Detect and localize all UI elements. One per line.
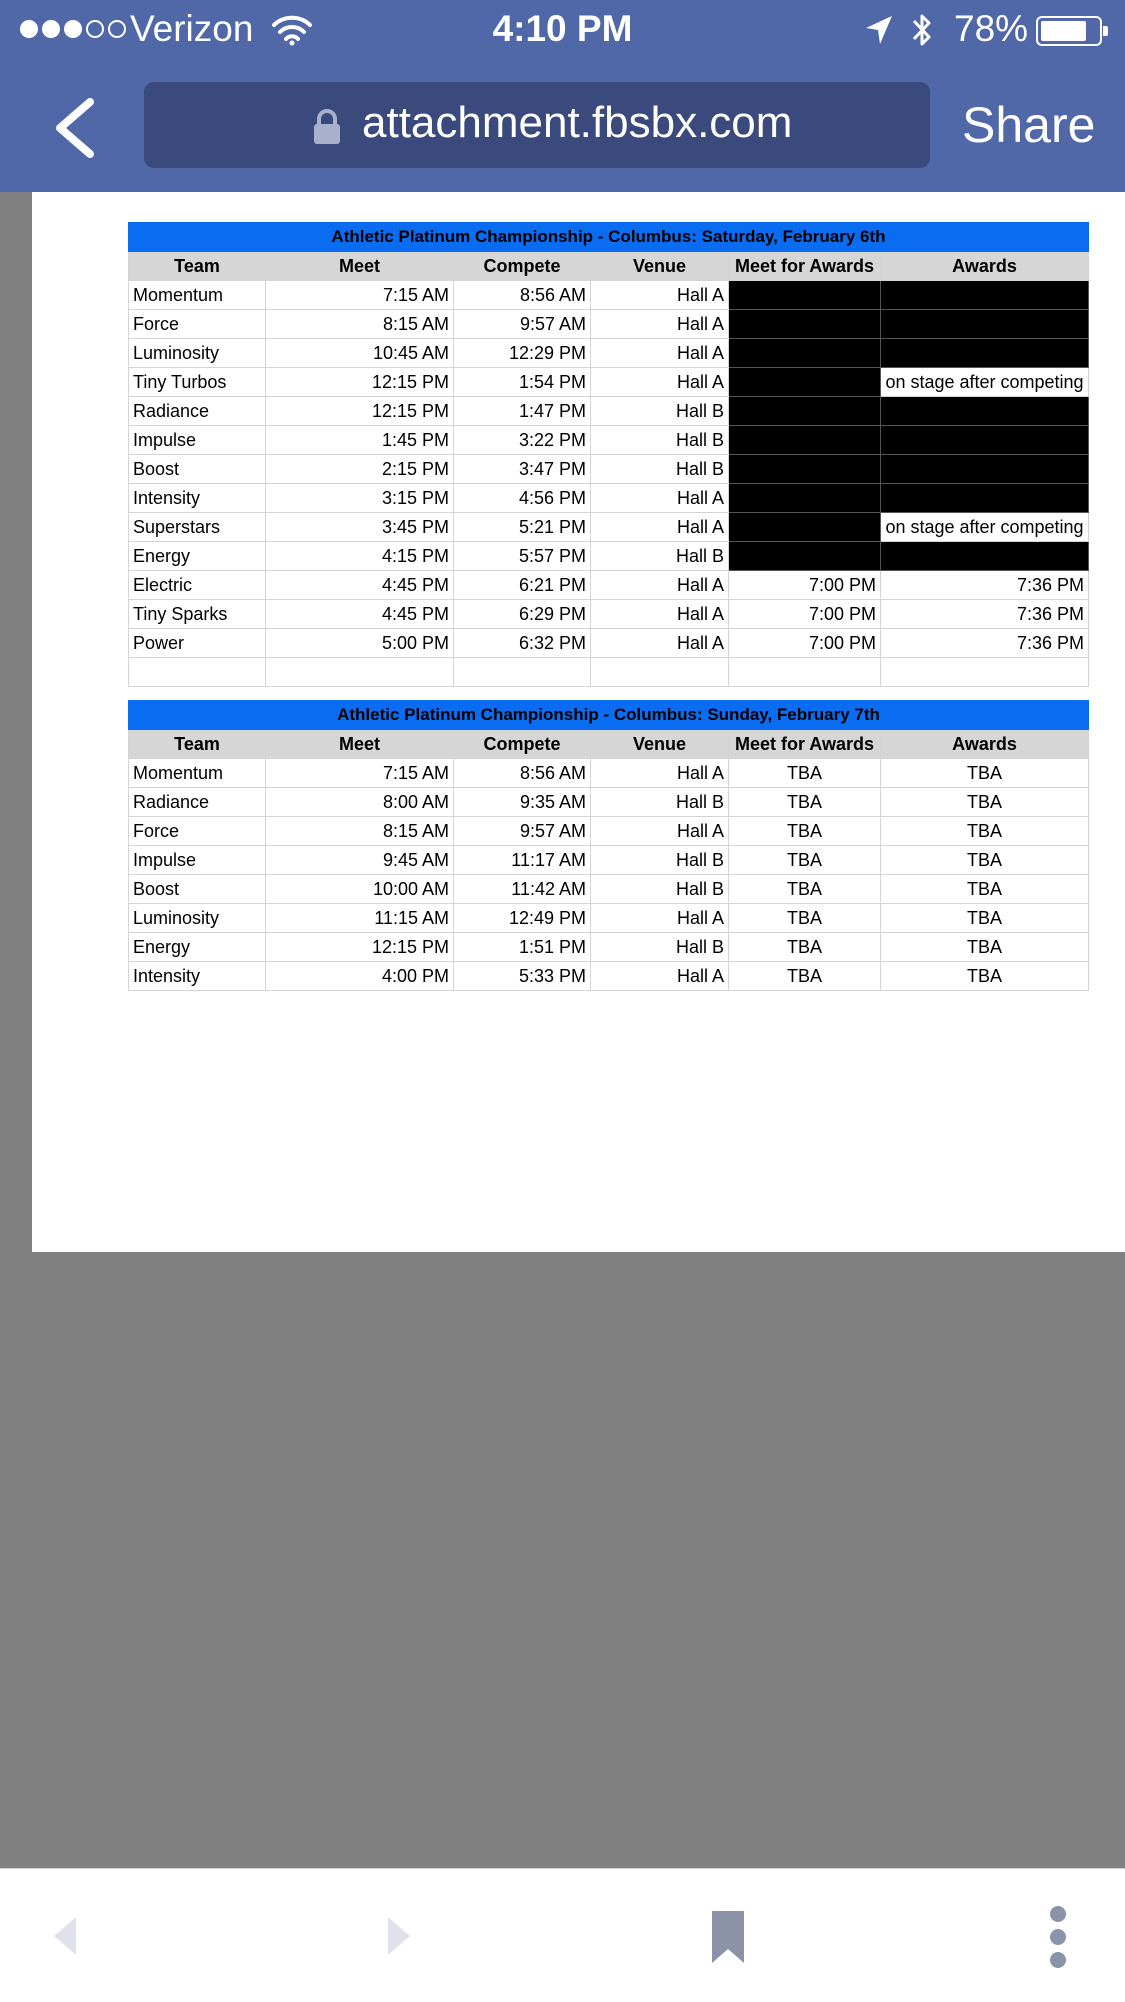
venue-cell: Hall A bbox=[591, 600, 729, 629]
meet-cell: 3:45 PM bbox=[266, 513, 454, 542]
team-cell: Energy bbox=[129, 542, 266, 571]
status-time: 4:10 PM bbox=[492, 8, 633, 49]
back-arrow-icon[interactable] bbox=[52, 1915, 78, 1957]
meet-for-awards-cell bbox=[729, 339, 881, 368]
meet-for-awards-cell bbox=[729, 484, 881, 513]
awards-cell bbox=[881, 397, 1089, 426]
meet-for-awards-cell bbox=[729, 368, 881, 397]
awards-cell: 7:36 PM bbox=[881, 600, 1089, 629]
table-row bbox=[129, 759, 1089, 788]
venue-cell: Hall A bbox=[591, 904, 729, 933]
top-bar bbox=[0, 0, 1125, 192]
awards-cell bbox=[881, 426, 1089, 455]
meet-for-awards-cell: TBA bbox=[729, 846, 881, 875]
team-cell: Tiny Turbos bbox=[129, 368, 266, 397]
venue-cell: Hall A bbox=[591, 513, 729, 542]
venue-cell: Hall B bbox=[591, 933, 729, 962]
bottom-toolbar bbox=[0, 1868, 1125, 2002]
table-row bbox=[129, 368, 1089, 397]
venue-cell: Hall B bbox=[591, 455, 729, 484]
sunday-schedule-table bbox=[128, 700, 1089, 991]
team-cell: Electric bbox=[129, 571, 266, 600]
meet-for-awards-cell: TBA bbox=[729, 962, 881, 991]
venue-cell: Hall A bbox=[591, 962, 729, 991]
team-cell: Luminosity bbox=[129, 339, 266, 368]
compete-cell: 1:54 PM bbox=[454, 368, 591, 397]
meet-for-awards-cell: TBA bbox=[729, 904, 881, 933]
column-header: Meet for Awards bbox=[729, 252, 881, 281]
column-header: Compete bbox=[454, 730, 591, 759]
team-cell: Force bbox=[129, 310, 266, 339]
awards-cell bbox=[881, 484, 1089, 513]
meet-for-awards-cell: TBA bbox=[729, 788, 881, 817]
column-header: Team bbox=[129, 730, 266, 759]
awards-cell: on stage after competing bbox=[881, 368, 1089, 397]
meet-cell: 5:00 PM bbox=[266, 629, 454, 658]
table-title-row bbox=[129, 223, 1089, 252]
team-cell: Intensity bbox=[129, 484, 266, 513]
carrier-name: Verizon bbox=[130, 8, 254, 49]
meet-cell: 4:45 PM bbox=[266, 600, 454, 629]
column-header: Awards bbox=[881, 252, 1089, 281]
column-header: Venue bbox=[591, 730, 729, 759]
meet-for-awards-cell bbox=[729, 310, 881, 339]
header-row bbox=[129, 252, 1089, 281]
battery-percent: 78% bbox=[954, 8, 1029, 49]
venue-cell: Hall A bbox=[591, 817, 729, 846]
table-row bbox=[129, 600, 1089, 629]
meet-cell: 3:15 PM bbox=[266, 484, 454, 513]
meet-for-awards-cell: 7:00 PM bbox=[729, 600, 881, 629]
venue-cell: Hall A bbox=[591, 571, 729, 600]
compete-cell: 4:56 PM bbox=[454, 484, 591, 513]
team-cell: Boost bbox=[129, 455, 266, 484]
column-header: Awards bbox=[881, 730, 1089, 759]
saturday-title: Athletic Platinum Championship - Columbus: Saturday, February 6th bbox=[129, 223, 1089, 252]
meet-for-awards-cell bbox=[729, 426, 881, 455]
awards-cell: TBA bbox=[881, 962, 1089, 991]
saturday-schedule-table bbox=[128, 222, 1089, 687]
meet-for-awards-cell: TBA bbox=[729, 759, 881, 788]
empty-cell bbox=[454, 658, 591, 687]
meet-cell: 2:15 PM bbox=[266, 455, 454, 484]
compete-cell: 12:29 PM bbox=[454, 339, 591, 368]
table-row bbox=[129, 455, 1089, 484]
team-cell: Tiny Sparks bbox=[129, 600, 266, 629]
awards-cell bbox=[881, 455, 1089, 484]
venue-cell: Hall A bbox=[591, 310, 729, 339]
table-row bbox=[129, 875, 1089, 904]
compete-cell: 12:49 PM bbox=[454, 904, 591, 933]
compete-cell: 5:33 PM bbox=[454, 962, 591, 991]
team-cell: Force bbox=[129, 817, 266, 846]
table-row bbox=[129, 542, 1089, 571]
document-page bbox=[32, 192, 1125, 1252]
awards-cell bbox=[881, 281, 1089, 310]
compete-cell: 9:35 AM bbox=[454, 788, 591, 817]
empty-cell bbox=[591, 658, 729, 687]
lock-icon bbox=[312, 108, 342, 146]
battery-nub bbox=[1103, 26, 1108, 36]
column-header: Meet for Awards bbox=[729, 730, 881, 759]
table-row bbox=[129, 629, 1089, 658]
awards-cell: TBA bbox=[881, 933, 1089, 962]
team-cell: Boost bbox=[129, 875, 266, 904]
column-header: Team bbox=[129, 252, 266, 281]
team-cell: Momentum bbox=[129, 281, 266, 310]
table-row bbox=[129, 846, 1089, 875]
venue-cell: Hall B bbox=[591, 426, 729, 455]
venue-cell: Hall B bbox=[591, 397, 729, 426]
table-row bbox=[129, 904, 1089, 933]
bookmark-icon[interactable] bbox=[708, 1909, 748, 1965]
empty-cell bbox=[729, 658, 881, 687]
venue-cell: Hall B bbox=[591, 788, 729, 817]
compete-cell: 11:42 AM bbox=[454, 875, 591, 904]
sunday-title: Athletic Platinum Championship - Columbus: Sunday, February 7th bbox=[129, 701, 1089, 730]
team-cell: Intensity bbox=[129, 962, 266, 991]
compete-cell: 9:57 AM bbox=[454, 817, 591, 846]
meet-for-awards-cell: TBA bbox=[729, 875, 881, 904]
team-cell: Radiance bbox=[129, 788, 266, 817]
battery-icon bbox=[1036, 16, 1102, 46]
table-row bbox=[129, 788, 1089, 817]
meet-for-awards-cell bbox=[729, 455, 881, 484]
awards-cell: 7:36 PM bbox=[881, 571, 1089, 600]
bluetooth-icon bbox=[908, 10, 936, 50]
compete-cell: 8:56 AM bbox=[454, 759, 591, 788]
column-header: Meet bbox=[266, 730, 454, 759]
empty-cell bbox=[129, 658, 266, 687]
meet-cell: 12:15 PM bbox=[266, 397, 454, 426]
team-cell: Luminosity bbox=[129, 904, 266, 933]
meet-for-awards-cell: TBA bbox=[729, 933, 881, 962]
column-header: Meet bbox=[266, 252, 454, 281]
table-row bbox=[129, 397, 1089, 426]
venue-cell: Hall A bbox=[591, 339, 729, 368]
compete-cell: 5:57 PM bbox=[454, 542, 591, 571]
awards-cell: TBA bbox=[881, 904, 1089, 933]
table-row bbox=[129, 484, 1089, 513]
table-row bbox=[129, 513, 1089, 542]
team-cell: Power bbox=[129, 629, 266, 658]
table-row bbox=[129, 933, 1089, 962]
meet-cell: 7:15 AM bbox=[266, 281, 454, 310]
awards-cell bbox=[881, 542, 1089, 571]
awards-cell: TBA bbox=[881, 875, 1089, 904]
meet-cell: 4:45 PM bbox=[266, 571, 454, 600]
venue-cell: Hall A bbox=[591, 759, 729, 788]
compete-cell: 6:32 PM bbox=[454, 629, 591, 658]
awards-cell: TBA bbox=[881, 817, 1089, 846]
compete-cell: 5:21 PM bbox=[454, 513, 591, 542]
compete-cell: 3:22 PM bbox=[454, 426, 591, 455]
team-cell: Impulse bbox=[129, 846, 266, 875]
url-text: attachment.fbsbx.com bbox=[362, 98, 793, 147]
share-button[interactable]: Share bbox=[962, 97, 1096, 153]
team-cell: Impulse bbox=[129, 426, 266, 455]
venue-cell: Hall B bbox=[591, 542, 729, 571]
empty-cell bbox=[266, 658, 454, 687]
column-header: Venue bbox=[591, 252, 729, 281]
back-chevron-icon[interactable] bbox=[52, 98, 98, 158]
venue-cell: Hall A bbox=[591, 629, 729, 658]
battery-fill bbox=[1041, 21, 1086, 41]
meet-cell: 8:00 AM bbox=[266, 788, 454, 817]
status-bar bbox=[0, 0, 1125, 62]
meet-cell: 11:15 AM bbox=[266, 904, 454, 933]
table-row bbox=[129, 310, 1089, 339]
table-row bbox=[129, 962, 1089, 991]
awards-cell bbox=[881, 310, 1089, 339]
meet-cell: 12:15 PM bbox=[266, 368, 454, 397]
meet-for-awards-cell: 7:00 PM bbox=[729, 571, 881, 600]
compete-cell: 6:29 PM bbox=[454, 600, 591, 629]
meet-cell: 10:45 AM bbox=[266, 339, 454, 368]
meet-cell: 8:15 AM bbox=[266, 817, 454, 846]
meet-for-awards-cell bbox=[729, 397, 881, 426]
venue-cell: Hall A bbox=[591, 281, 729, 310]
awards-cell: TBA bbox=[881, 846, 1089, 875]
meet-cell: 10:00 AM bbox=[266, 875, 454, 904]
awards-cell bbox=[881, 339, 1089, 368]
compete-cell: 8:56 AM bbox=[454, 281, 591, 310]
compete-cell: 11:17 AM bbox=[454, 846, 591, 875]
meet-cell: 12:15 PM bbox=[266, 933, 454, 962]
meet-for-awards-cell bbox=[729, 513, 881, 542]
venue-cell: Hall A bbox=[591, 368, 729, 397]
location-arrow-icon bbox=[864, 14, 894, 46]
meet-for-awards-cell bbox=[729, 281, 881, 310]
url-bar[interactable] bbox=[144, 82, 930, 168]
table-title-row bbox=[129, 701, 1089, 730]
meet-cell: 1:45 PM bbox=[266, 426, 454, 455]
compete-cell: 3:47 PM bbox=[454, 455, 591, 484]
awards-cell: TBA bbox=[881, 759, 1089, 788]
header-row bbox=[129, 730, 1089, 759]
table-row bbox=[129, 817, 1089, 846]
column-header: Compete bbox=[454, 252, 591, 281]
meet-for-awards-cell bbox=[729, 542, 881, 571]
venue-cell: Hall A bbox=[591, 484, 729, 513]
team-cell: Energy bbox=[129, 933, 266, 962]
team-cell: Radiance bbox=[129, 397, 266, 426]
forward-arrow-icon[interactable] bbox=[386, 1915, 412, 1957]
team-cell: Momentum bbox=[129, 759, 266, 788]
venue-cell: Hall B bbox=[591, 875, 729, 904]
awards-cell: TBA bbox=[881, 788, 1089, 817]
empty-row bbox=[129, 658, 1089, 687]
table-row bbox=[129, 281, 1089, 310]
meet-cell: 7:15 AM bbox=[266, 759, 454, 788]
empty-cell bbox=[881, 658, 1089, 687]
table-row bbox=[129, 339, 1089, 368]
compete-cell: 1:51 PM bbox=[454, 933, 591, 962]
awards-cell: 7:36 PM bbox=[881, 629, 1089, 658]
meet-cell: 4:15 PM bbox=[266, 542, 454, 571]
meet-cell: 9:45 AM bbox=[266, 846, 454, 875]
compete-cell: 6:21 PM bbox=[454, 571, 591, 600]
meet-for-awards-cell: 7:00 PM bbox=[729, 629, 881, 658]
more-vertical-icon[interactable] bbox=[1046, 1905, 1070, 1969]
meet-cell: 4:00 PM bbox=[266, 962, 454, 991]
venue-cell: Hall B bbox=[591, 846, 729, 875]
meet-for-awards-cell: TBA bbox=[729, 817, 881, 846]
meet-cell: 8:15 AM bbox=[266, 310, 454, 339]
table-row bbox=[129, 426, 1089, 455]
compete-cell: 9:57 AM bbox=[454, 310, 591, 339]
team-cell: Superstars bbox=[129, 513, 266, 542]
awards-cell: on stage after competing bbox=[881, 513, 1089, 542]
compete-cell: 1:47 PM bbox=[454, 397, 591, 426]
table-row bbox=[129, 571, 1089, 600]
